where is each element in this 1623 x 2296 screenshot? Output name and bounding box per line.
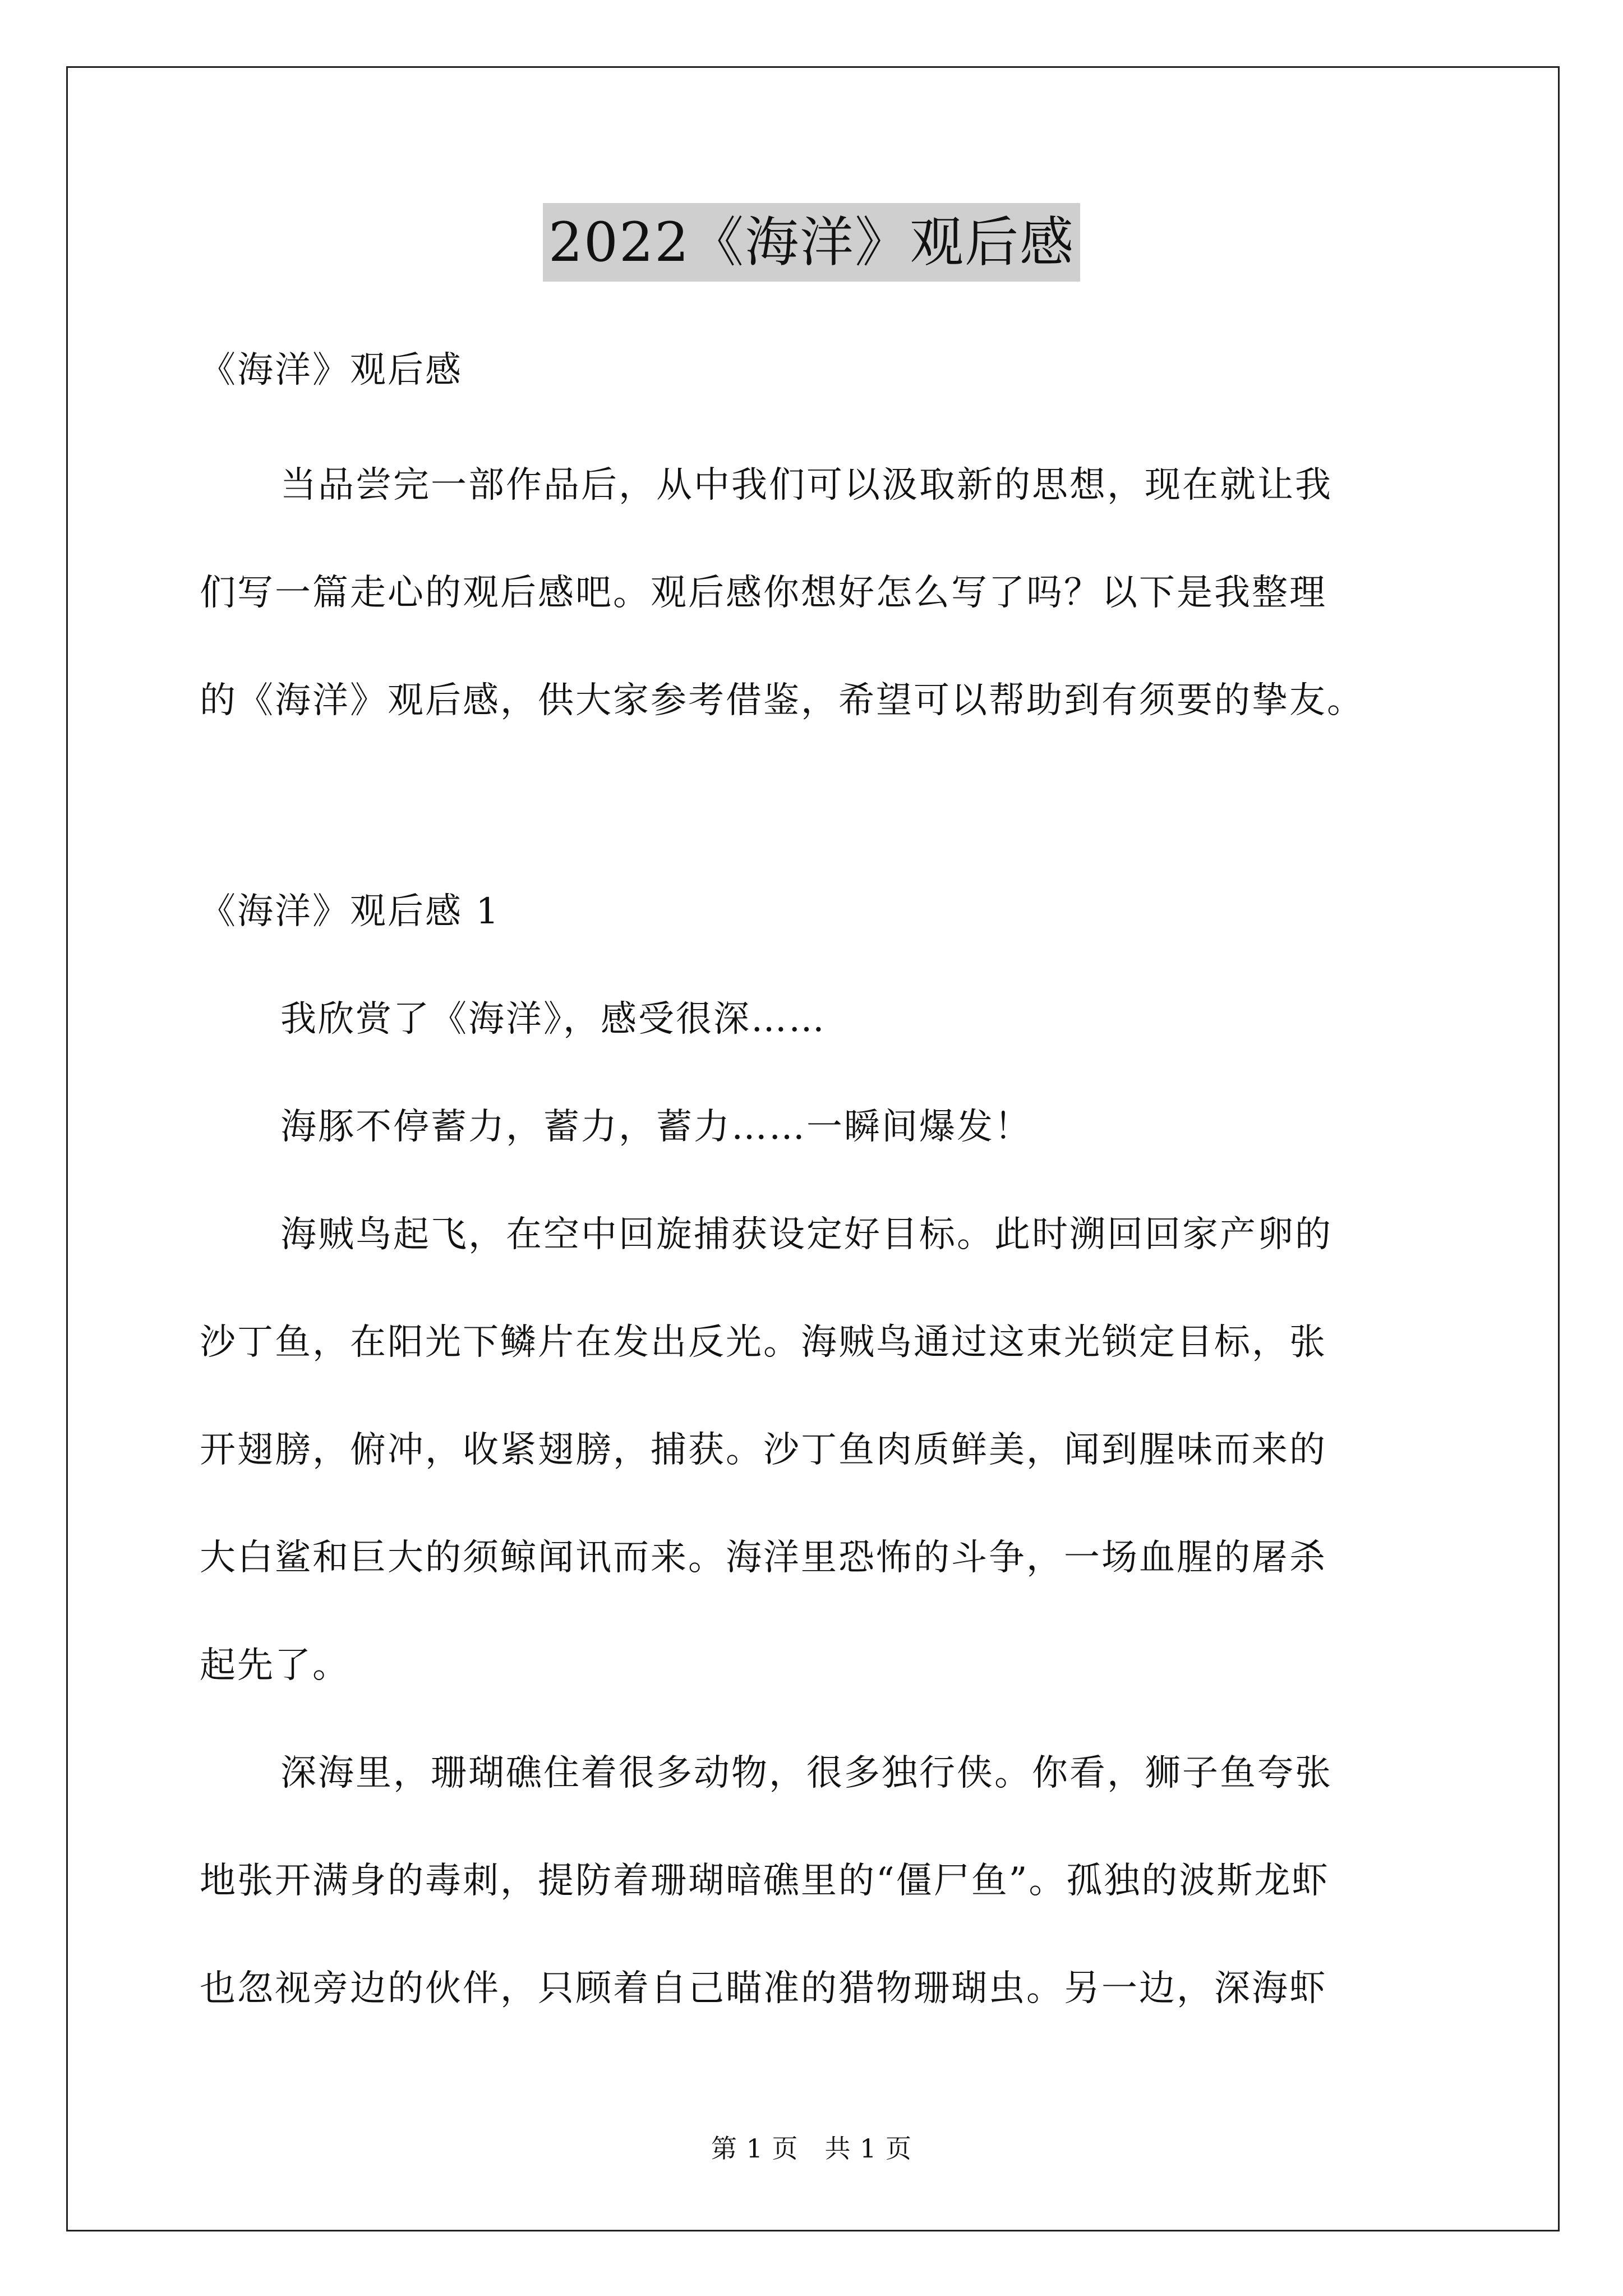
body-line: 深海里，珊瑚礁住着很多动物，很多独行侠。你看，狮子鱼夸张 — [280, 1752, 1332, 1794]
section-heading: 《海洋》观后感 1 — [200, 891, 501, 932]
body-line: 开翅膀，俯冲，收紧翅膀，捕获。沙丁鱼肉质鲜美，闻到腥味而来的 — [200, 1429, 1327, 1471]
body-line: 地张开满身的毒刺，提防着珊瑚暗礁里的“僵尸鱼”。孤独的波斯龙虾 — [200, 1860, 1330, 1902]
body-line: 我欣赏了《海洋》，感受很深…… — [280, 999, 826, 1040]
intro-line: 当品尝完一部作品后，从中我们可以汲取新的思想，现在就让我 — [280, 464, 1332, 506]
page-number: 第 1 页 共 1 页 — [711, 2133, 912, 2164]
body-line: 大白鲨和巨大的须鲸闻讯而来。海洋里恐怖的斗争，一场血腥的屠杀 — [200, 1537, 1327, 1579]
body-line: 海贼鸟起飞，在空中回旋捕获设定好目标。此时溯回回家产卵的 — [280, 1214, 1332, 1255]
document-subtitle: 《海洋》观后感 — [200, 349, 463, 391]
body-line: 沙丁鱼，在阳光下鳞片在发出反光。海贼鸟通过这束光锁定目标，张 — [200, 1322, 1327, 1363]
body-line: 海豚不停蓄力，蓄力，蓄力……一瞬间爆发！ — [280, 1106, 1032, 1148]
intro-line: 的《海洋》观后感，供大家参考借鉴，希望可以帮助到有须要的挚友。 — [200, 680, 1364, 721]
body-line: 也忽视旁边的伙伴，只顾着自己瞄准的猎物珊瑚虫。另一边，深海虾 — [200, 1968, 1327, 2009]
title-container — [0, 203, 1623, 282]
document-title: 2022《海洋》观后感 — [543, 203, 1080, 282]
intro-line: 们写一篇走心的观后感吧。观后感你想好怎么写了吗？以下是我整理 — [200, 572, 1327, 614]
body-line: 起先了。 — [200, 1645, 350, 1686]
